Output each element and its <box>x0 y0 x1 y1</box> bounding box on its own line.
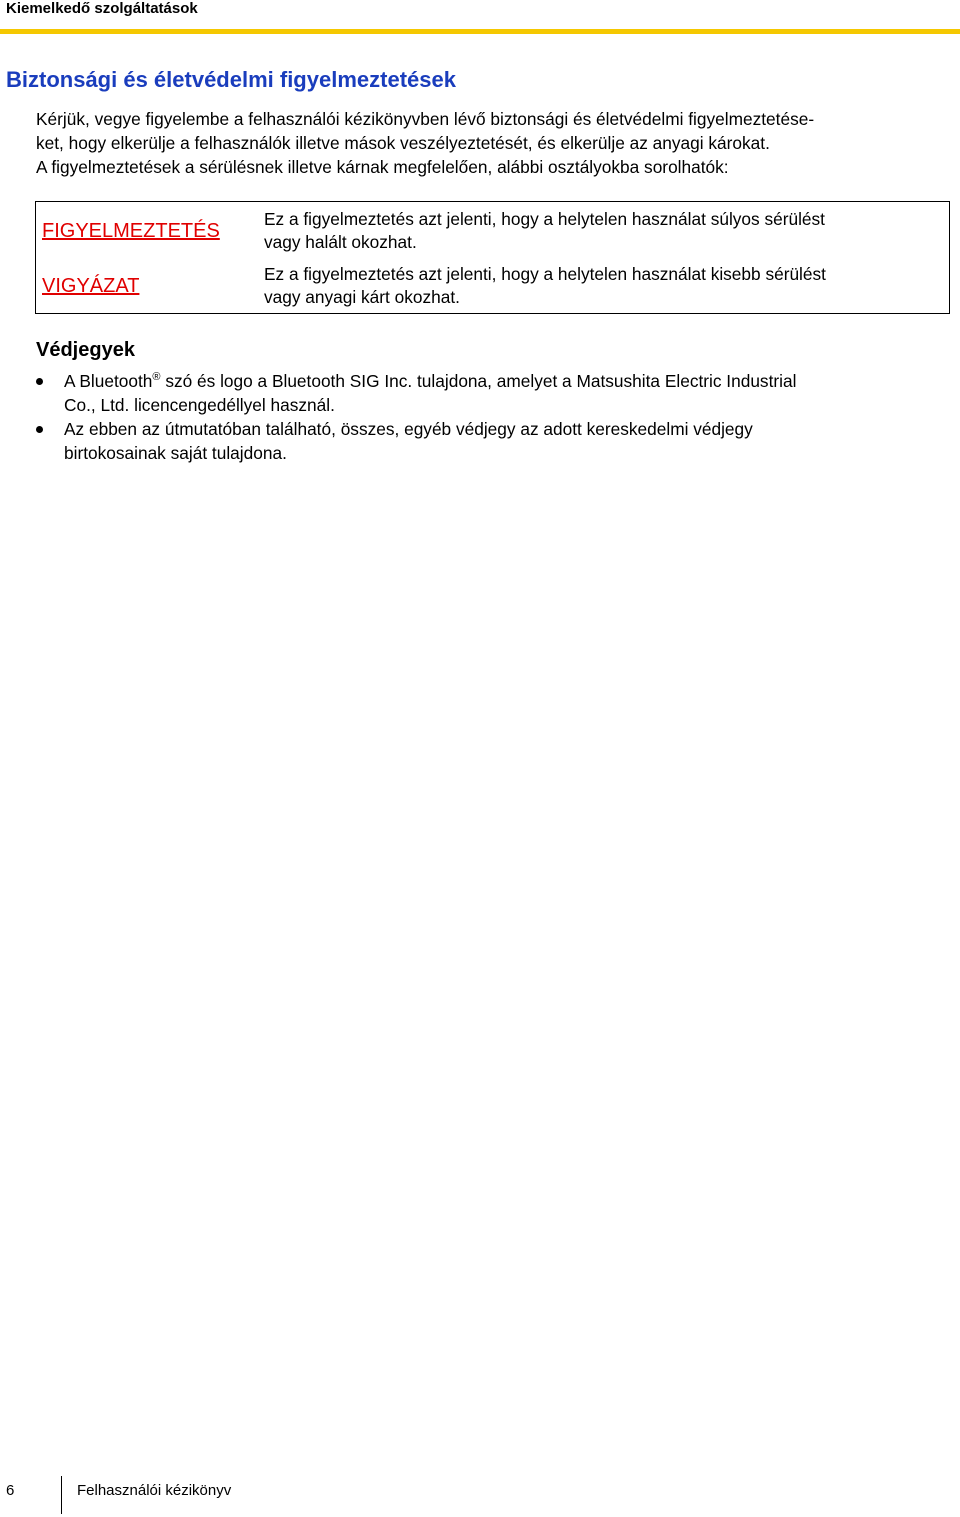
list-item-text: szó és logo a Bluetooth SIG Inc. tulajdona, amelyet a Matsushita Electric Industrial <box>160 371 797 391</box>
warning-description-line: vagy halált okozhat. <box>264 232 417 252</box>
caution-description-line: vagy anyagi kárt okozhat. <box>264 287 460 307</box>
warning-classes-table <box>35 201 950 314</box>
list-item-line <box>64 369 950 393</box>
bullet-icon <box>36 426 43 433</box>
page-title: Biztonsági és életvédelmi figyelmeztetések <box>6 67 456 92</box>
footer-divider <box>61 1476 62 1514</box>
header-divider <box>0 29 960 34</box>
intro-line: A figyelmeztetések a sérülésnek illetve kárnak megfelelően, alábbi osztályokba sorolhatók: <box>36 157 729 177</box>
running-header: Kiemelkedő szolgáltatások <box>6 0 198 17</box>
warning-description <box>264 208 944 254</box>
list-item-text: A Bluetooth <box>64 371 153 391</box>
intro-paragraph <box>36 107 950 179</box>
footer-title: Felhasználói kézikönyv <box>77 1482 232 1499</box>
trademarks-heading: Védjegyek <box>36 339 135 361</box>
registered-mark: ® <box>152 371 161 383</box>
caution-term: VIGYÁZAT <box>42 275 140 297</box>
list-item <box>36 369 950 417</box>
intro-line: ket, hogy elkerülje a felhasználók illetve mások veszélyeztetését, és elkerülje az anyagi károkat. <box>36 133 770 153</box>
list-item-line: Az ebben az útmutatóban található, összes, egyéb védjegy az adott kereskedelmi védjegy <box>64 419 753 439</box>
warning-term: FIGYELMEZTETÉS <box>42 220 220 242</box>
caution-description-line: Ez a figyelmeztetés azt jelenti, hogy a helytelen használat kisebb sérülést <box>264 264 826 284</box>
caution-description <box>264 263 944 309</box>
list-item-line: Co., Ltd. licencengedéllyel használ. <box>64 395 335 415</box>
list-item-line: birtokosainak saját tulajdona. <box>64 443 287 463</box>
page-number: 6 <box>6 1482 15 1499</box>
trademarks-list <box>36 369 950 465</box>
bullet-icon <box>36 378 43 385</box>
intro-line: Kérjük, vegye figyelembe a felhasználói kézikönyvben lévő biztonsági és életvédelmi figyelmeztetése- <box>36 109 815 129</box>
list-item <box>36 417 950 465</box>
warning-description-line: Ez a figyelmeztetés azt jelenti, hogy a helytelen használat súlyos sérülést <box>264 209 825 229</box>
